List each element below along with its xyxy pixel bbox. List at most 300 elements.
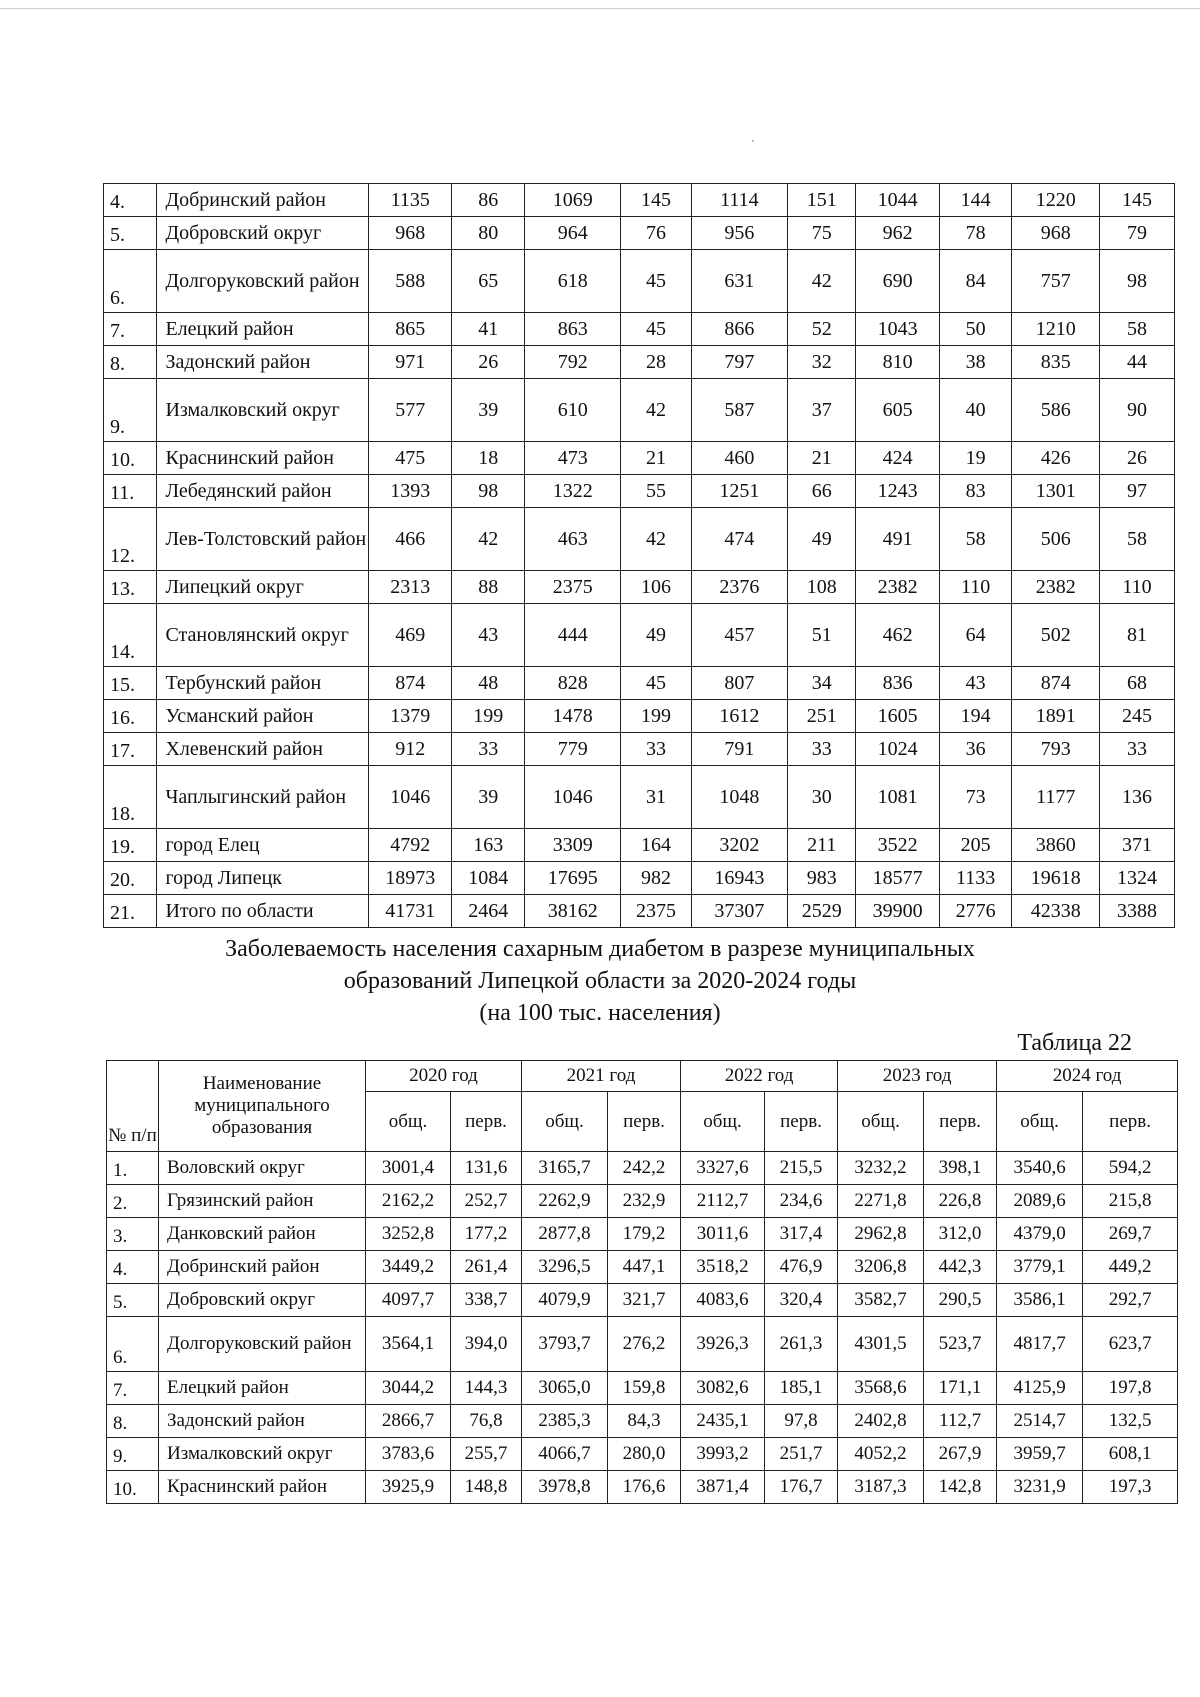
value-cell: 26 bbox=[1100, 442, 1175, 475]
value-cell: 16943 bbox=[691, 862, 787, 895]
table-row bbox=[107, 1185, 1178, 1218]
municipality-name-cell: Измалковский округ bbox=[159, 1438, 366, 1471]
value-cell: 1243 bbox=[856, 475, 939, 508]
value-cell: 588 bbox=[369, 250, 452, 313]
value-cell: 3522 bbox=[856, 829, 939, 862]
table-row bbox=[104, 733, 1175, 766]
value-cell: 2962,8 bbox=[838, 1218, 924, 1251]
value-cell: 449,2 bbox=[1083, 1251, 1178, 1284]
table-row bbox=[107, 1317, 1178, 1372]
value-cell: 33 bbox=[1100, 733, 1175, 766]
municipality-name-cell: Лебедянский район bbox=[157, 475, 369, 508]
value-cell: 3564,1 bbox=[366, 1317, 451, 1372]
value-cell: 1069 bbox=[525, 184, 621, 217]
value-cell: 58 bbox=[939, 508, 1012, 571]
value-cell: 1046 bbox=[525, 766, 621, 829]
value-cell: 1220 bbox=[1012, 184, 1100, 217]
value-cell: 2435,1 bbox=[681, 1405, 765, 1438]
value-cell: 1081 bbox=[856, 766, 939, 829]
value-cell: 1133 bbox=[939, 862, 1012, 895]
value-cell: 251,7 bbox=[765, 1438, 838, 1471]
value-cell: 1046 bbox=[369, 766, 452, 829]
value-cell: 3327,6 bbox=[681, 1152, 765, 1185]
value-cell: 261,3 bbox=[765, 1317, 838, 1372]
value-cell: 956 bbox=[691, 217, 787, 250]
value-cell: 321,7 bbox=[608, 1284, 681, 1317]
value-cell: 863 bbox=[525, 313, 621, 346]
value-cell: 610 bbox=[525, 379, 621, 442]
value-cell: 45 bbox=[621, 667, 692, 700]
value-cell: 110 bbox=[1100, 571, 1175, 604]
table-row bbox=[104, 250, 1175, 313]
row-number-cell: 2. bbox=[107, 1185, 159, 1218]
value-cell: 463 bbox=[525, 508, 621, 571]
value-cell: 145 bbox=[1100, 184, 1175, 217]
value-cell: 792 bbox=[525, 346, 621, 379]
value-cell: 793 bbox=[1012, 733, 1100, 766]
value-cell: 835 bbox=[1012, 346, 1100, 379]
value-cell: 3001,4 bbox=[366, 1152, 451, 1185]
row-number-cell: 9. bbox=[107, 1438, 159, 1471]
value-cell: 144,3 bbox=[451, 1372, 522, 1405]
value-cell: 3202 bbox=[691, 829, 787, 862]
value-cell: 245 bbox=[1100, 700, 1175, 733]
value-cell: 19 bbox=[939, 442, 1012, 475]
value-cell: 1177 bbox=[1012, 766, 1100, 829]
table-row bbox=[104, 862, 1175, 895]
value-cell: 185,1 bbox=[765, 1372, 838, 1405]
row-number-cell: 7. bbox=[107, 1372, 159, 1405]
value-cell: 779 bbox=[525, 733, 621, 766]
value-cell: 50 bbox=[939, 313, 1012, 346]
value-cell: 3978,8 bbox=[522, 1471, 608, 1504]
value-cell: 807 bbox=[691, 667, 787, 700]
value-cell: 51 bbox=[788, 604, 856, 667]
value-cell: 3449,2 bbox=[366, 1251, 451, 1284]
value-cell: 2464 bbox=[452, 895, 525, 928]
row-number-cell: 5. bbox=[107, 1284, 159, 1317]
value-cell: 4079,9 bbox=[522, 1284, 608, 1317]
value-cell: 608,1 bbox=[1083, 1438, 1178, 1471]
value-cell: 45 bbox=[621, 250, 692, 313]
table-row bbox=[107, 1372, 1178, 1405]
value-cell: 163 bbox=[452, 829, 525, 862]
value-cell: 968 bbox=[369, 217, 452, 250]
value-cell: 828 bbox=[525, 667, 621, 700]
value-cell: 78 bbox=[939, 217, 1012, 250]
value-cell: 3925,9 bbox=[366, 1471, 451, 1504]
value-cell: 83 bbox=[939, 475, 1012, 508]
value-cell: 3206,8 bbox=[838, 1251, 924, 1284]
value-cell: 3252,8 bbox=[366, 1218, 451, 1251]
municipality-name-cell: Долгоруковский район bbox=[157, 250, 369, 313]
value-cell: 267,9 bbox=[924, 1438, 997, 1471]
table-row bbox=[107, 1438, 1178, 1471]
row-number-cell: 20. bbox=[104, 862, 157, 895]
value-cell: 757 bbox=[1012, 250, 1100, 313]
row-number-cell: 16. bbox=[104, 700, 157, 733]
value-cell: 37 bbox=[788, 379, 856, 442]
title-line-3: (на 100 тыс. населения) bbox=[479, 1000, 721, 1026]
value-cell: 320,4 bbox=[765, 1284, 838, 1317]
value-cell: 3065,0 bbox=[522, 1372, 608, 1405]
value-cell: 3783,6 bbox=[366, 1438, 451, 1471]
value-cell: 159,8 bbox=[608, 1372, 681, 1405]
value-cell: 55 bbox=[621, 475, 692, 508]
municipality-name-cell: Добровский округ bbox=[157, 217, 369, 250]
municipality-name-cell: Итого по области bbox=[157, 895, 369, 928]
row-number-cell: 19. bbox=[104, 829, 157, 862]
value-cell: 226,8 bbox=[924, 1185, 997, 1218]
value-cell: 255,7 bbox=[451, 1438, 522, 1471]
value-cell: 1379 bbox=[369, 700, 452, 733]
row-number-cell: 11. bbox=[104, 475, 157, 508]
value-cell: 3232,2 bbox=[838, 1152, 924, 1185]
value-cell: 3231,9 bbox=[997, 1471, 1083, 1504]
value-cell: 42 bbox=[621, 508, 692, 571]
value-cell: 132,5 bbox=[1083, 1405, 1178, 1438]
value-cell: 3165,7 bbox=[522, 1152, 608, 1185]
row-number-cell: 10. bbox=[104, 442, 157, 475]
value-cell: 1024 bbox=[856, 733, 939, 766]
value-cell: 199 bbox=[452, 700, 525, 733]
value-cell: 68 bbox=[1100, 667, 1175, 700]
value-cell: 176,7 bbox=[765, 1471, 838, 1504]
municipality-name-cell: Измалковский округ bbox=[157, 379, 369, 442]
value-cell: 36 bbox=[939, 733, 1012, 766]
value-cell: 30 bbox=[788, 766, 856, 829]
value-cell: 3187,3 bbox=[838, 1471, 924, 1504]
table-row bbox=[107, 1251, 1178, 1284]
value-cell: 171,1 bbox=[924, 1372, 997, 1405]
value-cell: 2866,7 bbox=[366, 1405, 451, 1438]
value-cell: 797 bbox=[691, 346, 787, 379]
value-cell: 605 bbox=[856, 379, 939, 442]
value-cell: 444 bbox=[525, 604, 621, 667]
incidence-per-100k-table bbox=[106, 1060, 1178, 1504]
value-cell: 80 bbox=[452, 217, 525, 250]
row-number-cell: 21. bbox=[104, 895, 157, 928]
value-cell: 18 bbox=[452, 442, 525, 475]
value-cell: 1393 bbox=[369, 475, 452, 508]
value-cell: 462 bbox=[856, 604, 939, 667]
value-cell: 1114 bbox=[691, 184, 787, 217]
value-cell: 523,7 bbox=[924, 1317, 997, 1372]
value-cell: 2089,6 bbox=[997, 1185, 1083, 1218]
row-number-cell: 14. bbox=[104, 604, 157, 667]
value-cell: 1048 bbox=[691, 766, 787, 829]
value-cell: 1891 bbox=[1012, 700, 1100, 733]
table-row bbox=[104, 379, 1175, 442]
value-cell: 73 bbox=[939, 766, 1012, 829]
value-cell: 269,7 bbox=[1083, 1218, 1178, 1251]
value-cell: 215,5 bbox=[765, 1152, 838, 1185]
table-row bbox=[104, 667, 1175, 700]
table-header bbox=[107, 1061, 1178, 1152]
value-cell: 33 bbox=[788, 733, 856, 766]
municipality-name-cell: Краснинский район bbox=[157, 442, 369, 475]
value-cell: 2514,7 bbox=[997, 1405, 1083, 1438]
value-cell: 276,2 bbox=[608, 1317, 681, 1372]
value-cell: 211 bbox=[788, 829, 856, 862]
table-row bbox=[104, 184, 1175, 217]
value-cell: 136 bbox=[1100, 766, 1175, 829]
value-cell: 43 bbox=[939, 667, 1012, 700]
value-cell: 2313 bbox=[369, 571, 452, 604]
value-cell: 4817,7 bbox=[997, 1317, 1083, 1372]
value-cell: 242,2 bbox=[608, 1152, 681, 1185]
header-year-2023: 2023 год bbox=[838, 1061, 997, 1092]
value-cell: 28 bbox=[621, 346, 692, 379]
value-cell: 58 bbox=[1100, 508, 1175, 571]
value-cell: 3296,5 bbox=[522, 1251, 608, 1284]
row-number-cell: 4. bbox=[104, 184, 157, 217]
value-cell: 964 bbox=[525, 217, 621, 250]
value-cell: 84,3 bbox=[608, 1405, 681, 1438]
value-cell: 791 bbox=[691, 733, 787, 766]
value-cell: 3993,2 bbox=[681, 1438, 765, 1471]
scan-speck bbox=[752, 140, 754, 142]
value-cell: 312,0 bbox=[924, 1218, 997, 1251]
table-row bbox=[107, 1405, 1178, 1438]
value-cell: 2375 bbox=[525, 571, 621, 604]
value-cell: 33 bbox=[452, 733, 525, 766]
value-cell: 2376 bbox=[691, 571, 787, 604]
table-22-title bbox=[0, 933, 1200, 1029]
value-cell: 106 bbox=[621, 571, 692, 604]
value-cell: 1251 bbox=[691, 475, 787, 508]
value-cell: 594,2 bbox=[1083, 1152, 1178, 1185]
value-cell: 4097,7 bbox=[366, 1284, 451, 1317]
value-cell: 234,6 bbox=[765, 1185, 838, 1218]
value-cell: 2877,8 bbox=[522, 1218, 608, 1251]
sub-header-new: перв. bbox=[451, 1092, 522, 1152]
value-cell: 176,6 bbox=[608, 1471, 681, 1504]
value-cell: 199 bbox=[621, 700, 692, 733]
value-cell: 476,9 bbox=[765, 1251, 838, 1284]
table-row bbox=[104, 313, 1175, 346]
value-cell: 197,8 bbox=[1083, 1372, 1178, 1405]
title-line-2: образований Липецкой области за 2020-2024 годы bbox=[343, 968, 857, 994]
sub-header-total: общ. bbox=[681, 1092, 765, 1152]
value-cell: 43 bbox=[452, 604, 525, 667]
value-cell: 177,2 bbox=[451, 1218, 522, 1251]
value-cell: 912 bbox=[369, 733, 452, 766]
value-cell: 131,6 bbox=[451, 1152, 522, 1185]
sub-header-new: перв. bbox=[765, 1092, 838, 1152]
header-year-2020: 2020 год bbox=[366, 1061, 522, 1092]
municipality-name-cell: Становлянский округ bbox=[157, 604, 369, 667]
value-cell: 631 bbox=[691, 250, 787, 313]
municipality-name-cell: Задонский район bbox=[159, 1405, 366, 1438]
value-cell: 1612 bbox=[691, 700, 787, 733]
value-cell: 2162,2 bbox=[366, 1185, 451, 1218]
row-number-cell: 12. bbox=[104, 508, 157, 571]
table-row bbox=[104, 442, 1175, 475]
table-row bbox=[104, 895, 1175, 928]
value-cell: 836 bbox=[856, 667, 939, 700]
value-cell: 4379,0 bbox=[997, 1218, 1083, 1251]
value-cell: 983 bbox=[788, 862, 856, 895]
value-cell: 466 bbox=[369, 508, 452, 571]
value-cell: 982 bbox=[621, 862, 692, 895]
value-cell: 49 bbox=[621, 604, 692, 667]
row-number-cell: 3. bbox=[107, 1218, 159, 1251]
value-cell: 38162 bbox=[525, 895, 621, 928]
row-number-cell: 7. bbox=[104, 313, 157, 346]
sub-header-new: перв. bbox=[1083, 1092, 1178, 1152]
header-municipality: Наименование муниципального образования bbox=[159, 1061, 366, 1152]
value-cell: 4125,9 bbox=[997, 1372, 1083, 1405]
value-cell: 2382 bbox=[856, 571, 939, 604]
row-number-cell: 8. bbox=[107, 1405, 159, 1438]
value-cell: 232,9 bbox=[608, 1185, 681, 1218]
sub-header-total: общ. bbox=[366, 1092, 451, 1152]
value-cell: 2375 bbox=[621, 895, 692, 928]
value-cell: 39 bbox=[452, 766, 525, 829]
value-cell: 142,8 bbox=[924, 1471, 997, 1504]
value-cell: 317,4 bbox=[765, 1218, 838, 1251]
value-cell: 33 bbox=[621, 733, 692, 766]
value-cell: 3309 bbox=[525, 829, 621, 862]
value-cell: 18973 bbox=[369, 862, 452, 895]
municipality-name-cell: Липецкий округ bbox=[157, 571, 369, 604]
value-cell: 3926,3 bbox=[681, 1317, 765, 1372]
value-cell: 108 bbox=[788, 571, 856, 604]
value-cell: 866 bbox=[691, 313, 787, 346]
value-cell: 1605 bbox=[856, 700, 939, 733]
value-cell: 280,0 bbox=[608, 1438, 681, 1471]
sub-header-total: общ. bbox=[522, 1092, 608, 1152]
table-row bbox=[104, 700, 1175, 733]
value-cell: 41 bbox=[452, 313, 525, 346]
table-row bbox=[104, 829, 1175, 862]
value-cell: 1084 bbox=[452, 862, 525, 895]
value-cell: 151 bbox=[788, 184, 856, 217]
table-row bbox=[104, 217, 1175, 250]
value-cell: 3388 bbox=[1100, 895, 1175, 928]
row-number-cell: 5. bbox=[104, 217, 157, 250]
value-cell: 2112,7 bbox=[681, 1185, 765, 1218]
value-cell: 3779,1 bbox=[997, 1251, 1083, 1284]
value-cell: 45 bbox=[621, 313, 692, 346]
table-row bbox=[104, 604, 1175, 667]
value-cell: 215,8 bbox=[1083, 1185, 1178, 1218]
municipality-name-cell: город Елец bbox=[157, 829, 369, 862]
municipality-name-cell: Добринский район bbox=[159, 1251, 366, 1284]
value-cell: 810 bbox=[856, 346, 939, 379]
value-cell: 39900 bbox=[856, 895, 939, 928]
scan-edge-line bbox=[0, 8, 1200, 9]
row-number-cell: 8. bbox=[104, 346, 157, 379]
incidence-absolute-table bbox=[103, 183, 1175, 928]
sub-header-new: перв. bbox=[924, 1092, 997, 1152]
header-year-2021: 2021 год bbox=[522, 1061, 681, 1092]
sub-header-new: перв. bbox=[608, 1092, 681, 1152]
row-number-cell: 4. bbox=[107, 1251, 159, 1284]
municipality-name-cell: Краснинский район bbox=[159, 1471, 366, 1504]
value-cell: 473 bbox=[525, 442, 621, 475]
municipality-name-cell: Добровский округ bbox=[159, 1284, 366, 1317]
value-cell: 3011,6 bbox=[681, 1218, 765, 1251]
value-cell: 19618 bbox=[1012, 862, 1100, 895]
value-cell: 3568,6 bbox=[838, 1372, 924, 1405]
value-cell: 1043 bbox=[856, 313, 939, 346]
table-row bbox=[107, 1218, 1178, 1251]
value-cell: 145 bbox=[621, 184, 692, 217]
value-cell: 75 bbox=[788, 217, 856, 250]
value-cell: 474 bbox=[691, 508, 787, 571]
value-cell: 447,1 bbox=[608, 1251, 681, 1284]
row-number-cell: 1. bbox=[107, 1152, 159, 1185]
value-cell: 4301,5 bbox=[838, 1317, 924, 1372]
value-cell: 2271,8 bbox=[838, 1185, 924, 1218]
table-row bbox=[107, 1152, 1178, 1185]
value-cell: 586 bbox=[1012, 379, 1100, 442]
value-cell: 2776 bbox=[939, 895, 1012, 928]
row-number-cell: 17. bbox=[104, 733, 157, 766]
value-cell: 1135 bbox=[369, 184, 452, 217]
incidence-absolute-table-body bbox=[104, 184, 1175, 928]
value-cell: 194 bbox=[939, 700, 1012, 733]
value-cell: 3582,7 bbox=[838, 1284, 924, 1317]
value-cell: 1478 bbox=[525, 700, 621, 733]
value-cell: 424 bbox=[856, 442, 939, 475]
value-cell: 2385,3 bbox=[522, 1405, 608, 1438]
value-cell: 3793,7 bbox=[522, 1317, 608, 1372]
municipality-name-cell: Чаплыгинский район bbox=[157, 766, 369, 829]
value-cell: 98 bbox=[452, 475, 525, 508]
value-cell: 34 bbox=[788, 667, 856, 700]
value-cell: 32 bbox=[788, 346, 856, 379]
value-cell: 179,2 bbox=[608, 1218, 681, 1251]
value-cell: 623,7 bbox=[1083, 1317, 1178, 1372]
row-number-cell: 10. bbox=[107, 1471, 159, 1504]
value-cell: 290,5 bbox=[924, 1284, 997, 1317]
value-cell: 79 bbox=[1100, 217, 1175, 250]
row-number-cell: 9. bbox=[104, 379, 157, 442]
value-cell: 968 bbox=[1012, 217, 1100, 250]
table-row bbox=[107, 1471, 1178, 1504]
sub-header-total: общ. bbox=[997, 1092, 1083, 1152]
value-cell: 44 bbox=[1100, 346, 1175, 379]
value-cell: 40 bbox=[939, 379, 1012, 442]
value-cell: 64 bbox=[939, 604, 1012, 667]
value-cell: 338,7 bbox=[451, 1284, 522, 1317]
value-cell: 90 bbox=[1100, 379, 1175, 442]
value-cell: 164 bbox=[621, 829, 692, 862]
value-cell: 42338 bbox=[1012, 895, 1100, 928]
value-cell: 4066,7 bbox=[522, 1438, 608, 1471]
value-cell: 197,3 bbox=[1083, 1471, 1178, 1504]
value-cell: 252,7 bbox=[451, 1185, 522, 1218]
value-cell: 42 bbox=[621, 379, 692, 442]
value-cell: 3860 bbox=[1012, 829, 1100, 862]
value-cell: 1210 bbox=[1012, 313, 1100, 346]
value-cell: 37307 bbox=[691, 895, 787, 928]
value-cell: 1322 bbox=[525, 475, 621, 508]
value-cell: 3518,2 bbox=[681, 1251, 765, 1284]
value-cell: 3540,6 bbox=[997, 1152, 1083, 1185]
value-cell: 18577 bbox=[856, 862, 939, 895]
row-number-cell: 6. bbox=[107, 1317, 159, 1372]
title-line-1: Заболеваемость населения сахарным диабетом в разрезе муниципальных bbox=[225, 936, 975, 962]
municipality-name-cell: Задонский район bbox=[157, 346, 369, 379]
value-cell: 21 bbox=[621, 442, 692, 475]
municipality-name-cell: Данковский район bbox=[159, 1218, 366, 1251]
value-cell: 3586,1 bbox=[997, 1284, 1083, 1317]
value-cell: 86 bbox=[452, 184, 525, 217]
